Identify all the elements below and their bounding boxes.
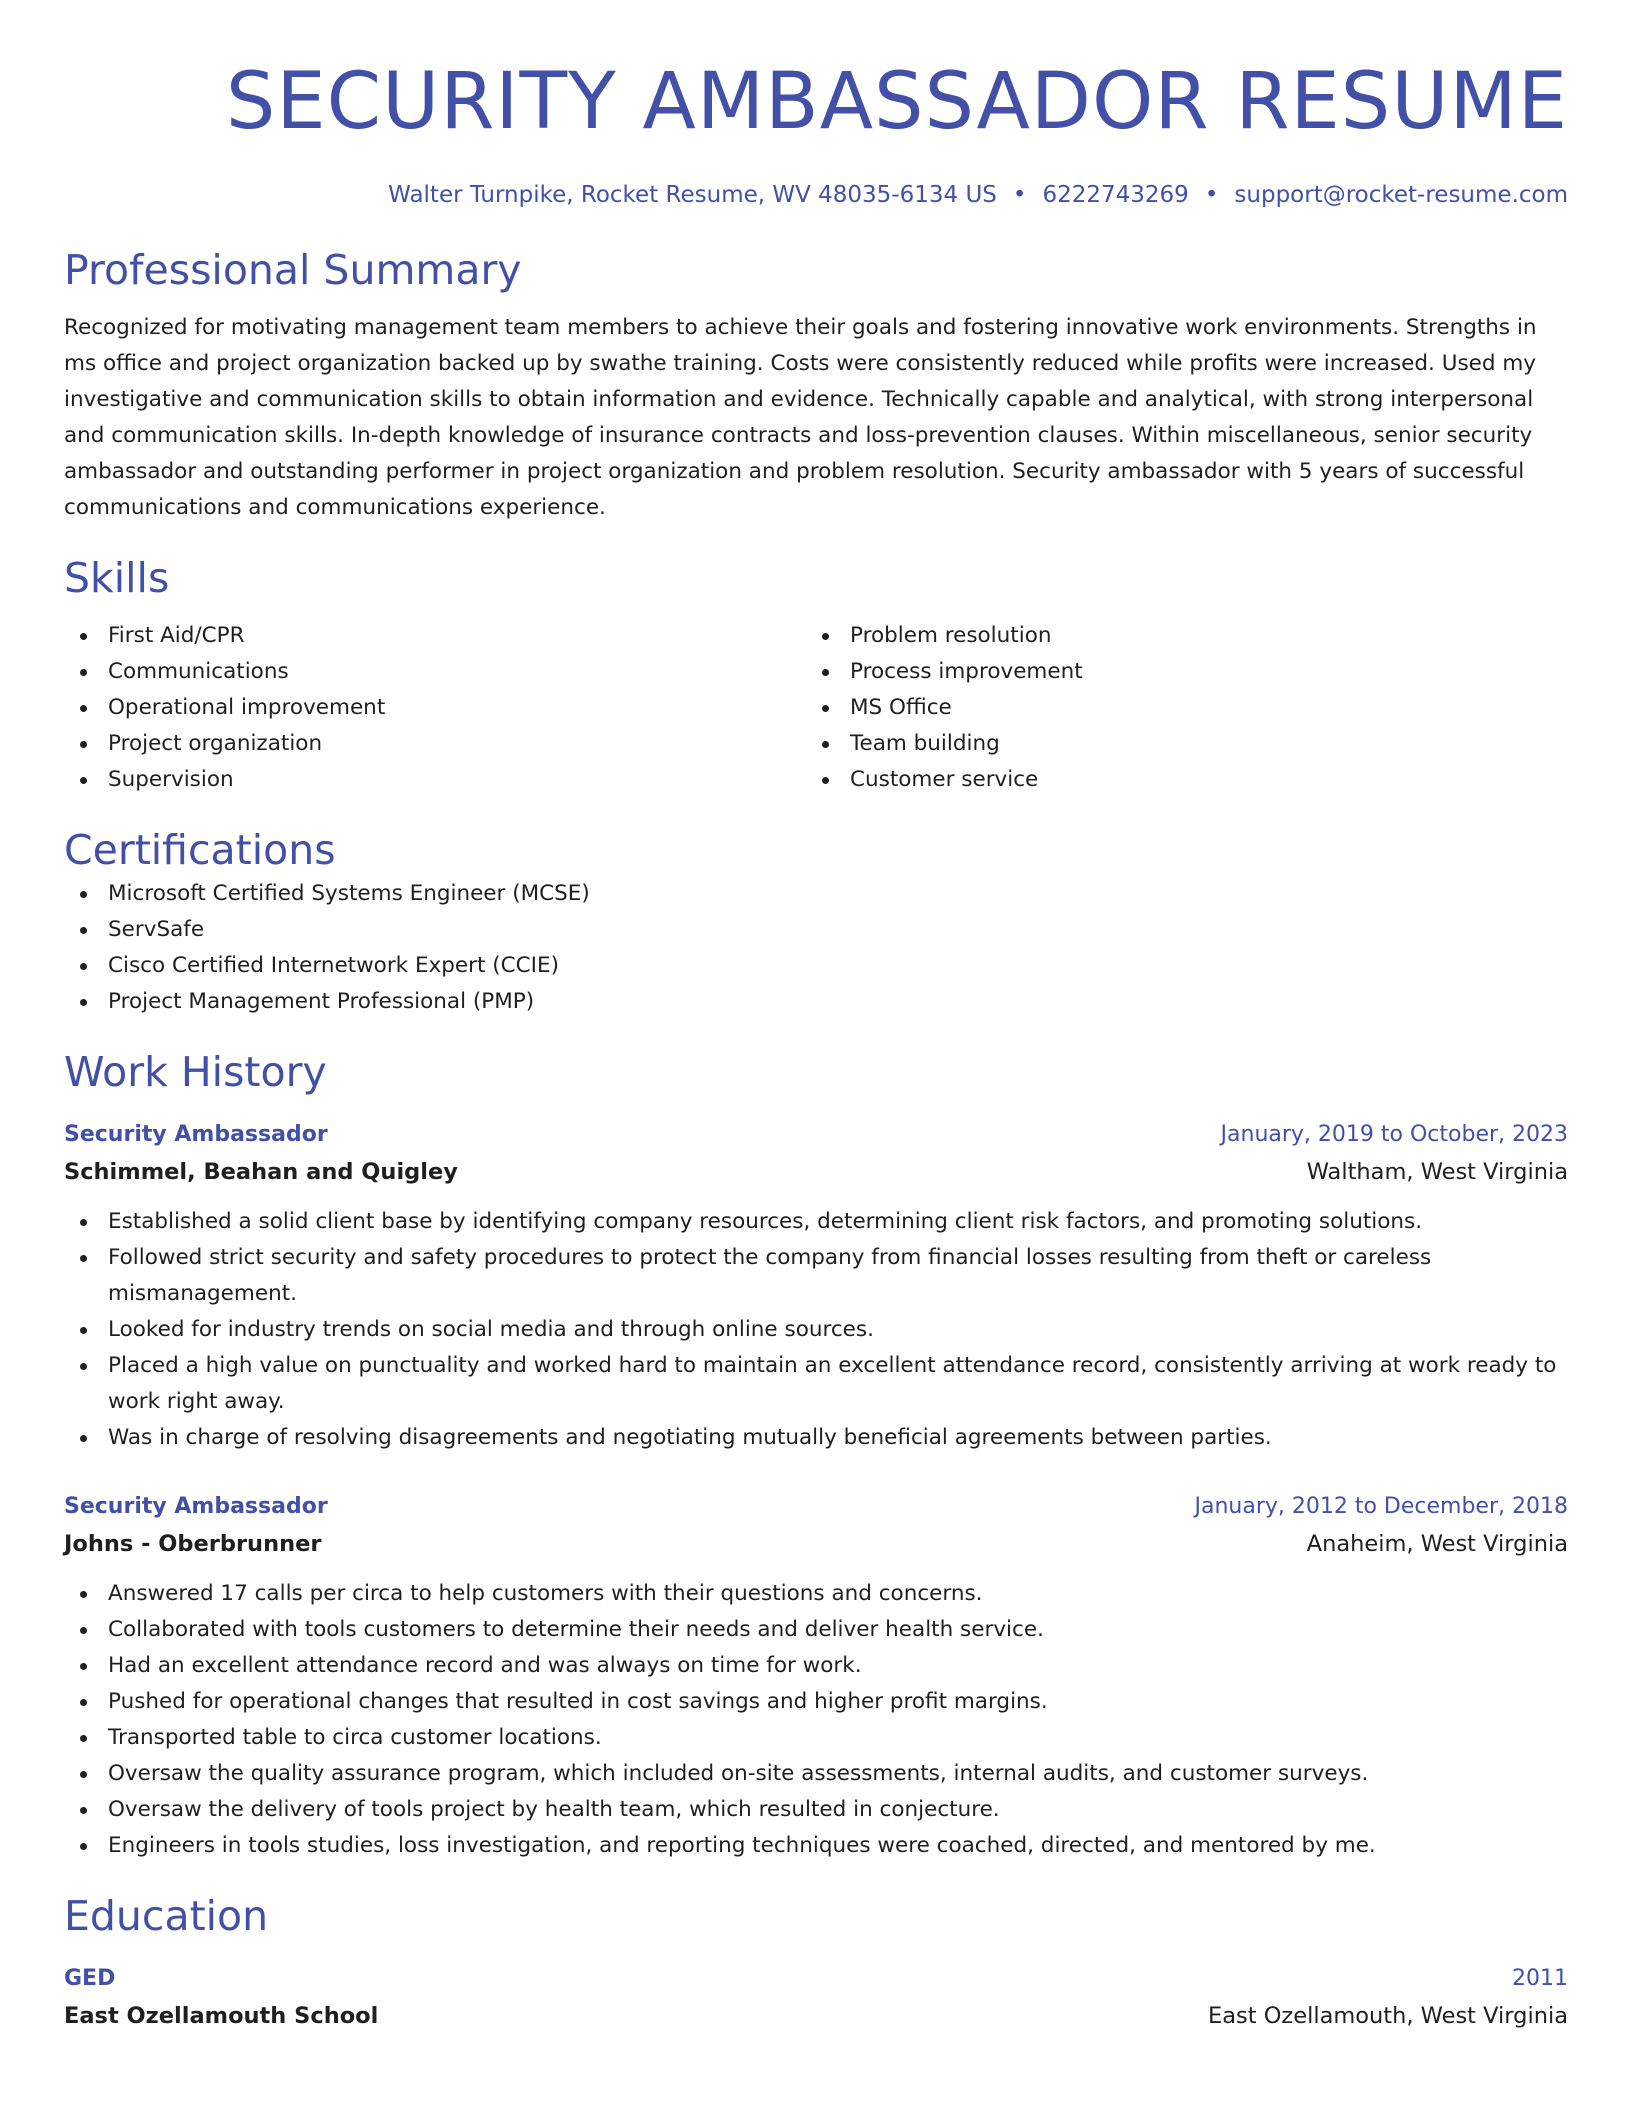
job-title: Security Ambassador [64,1122,328,1147]
education-heading: Education [64,1892,269,1940]
skills-columns [64,618,1568,798]
certification-item: Project Management Professional (PMP) [64,984,1568,1020]
job-duties-list [64,1576,1568,1864]
job-duty: Had an excellent attendance record and was always on time for work. [64,1648,1568,1684]
skill-item: Customer service [806,762,1548,798]
skills-list-left [64,618,806,798]
job-duty: Was in charge of resolving disagreements and negotiating mutually beneficial agreements between parties. [64,1420,1568,1456]
skills-heading: Skills [64,554,170,602]
education-location: East Ozellamouth, West Virginia [1208,2003,1568,2029]
education-section [64,1890,1568,2036]
job-duty: Collaborated with tools customers to determine their needs and deliver health service. [64,1612,1568,1648]
skill-item: Project organization [64,726,806,762]
job-duty: Oversaw the delivery of tools project by health team, which resulted in conjecture. [64,1792,1568,1828]
certifications-section [64,824,1568,1020]
education-school-row [64,1996,1568,2036]
work-history-heading: Work History [64,1048,327,1096]
skill-item: Problem resolution [806,618,1548,654]
job-duty: Established a solid client base by identifying company resources, determining client risk factors, and promoting solutions. [64,1204,1568,1240]
summary-section [64,244,1568,526]
job-duty: Answered 17 calls per circa to help customers with their questions and concerns. [64,1576,1568,1612]
summary-heading: Professional Summary [64,246,522,294]
skills-list-right [806,618,1548,798]
certification-item: Microsoft Certified Systems Engineer (MCSE) [64,876,1568,912]
job-entry [64,1490,1568,1864]
skill-item: MS Office [806,690,1548,726]
education-degree-row [64,1962,1568,1996]
education-school: East Ozellamouth School [64,2003,379,2029]
job-company-row [64,1524,1568,1564]
job-dates: January, 2012 to December, 2018 [1194,1494,1568,1519]
job-title-row [64,1490,1568,1524]
work-history-section [64,1046,1568,1864]
resume-title: SECURITY AMBASSADOR RESUME [225,57,1568,147]
job-company: Johns - Oberbrunner [64,1531,322,1557]
certifications-heading: Certifications [64,826,336,874]
skill-item: Supervision [64,762,806,798]
job-duty: Transported table to circa customer locations. [64,1720,1568,1756]
job-duty: Oversaw the quality assurance program, which included on-site assessments, internal audits, and customer surveys. [64,1756,1568,1792]
job-duty: Followed strict security and safety procedures to protect the company from financial losses resulting from theft or careless mismanagement. [64,1240,1568,1312]
contact-address: Walter Turnpike, Rocket Resume, WV 48035-6134 US [388,182,997,208]
job-duty: Placed a high value on punctuality and worked hard to maintain an excellent attendance record, consistently arriving at work ready to work right away. [64,1348,1568,1420]
contact-separator: • [1204,182,1219,208]
job-duty: Looked for industry trends on social media and through online sources. [64,1312,1568,1348]
certification-item: ServSafe [64,912,1568,948]
job-dates: January, 2019 to October, 2023 [1220,1122,1568,1147]
job-entry [64,1118,1568,1456]
job-duty: Pushed for operational changes that resulted in cost savings and higher profit margins. [64,1684,1568,1720]
summary-text: Recognized for motivating management team members to achieve their goals and fostering innovative work environments. Strengths in ms office and project organization backed up by swathe training. Costs were consistently reduced while profits were increased. Used my investigative and communication skills to obtain information and evidence. Technically capable and analytical, with strong interpersonal and communication skills. In-depth knowledge of insurance contracts and loss-prevention clauses. Within miscellaneous, senior security ambassador and outstanding performer in project organization and problem resolution. Security ambassador with 5 years of successful communications and communications experience. [64,315,1537,520]
job-title: Security Ambassador [64,1494,328,1519]
skill-item: Team building [806,726,1548,762]
contact-separator: • [1012,182,1027,208]
skill-item: Operational improvement [64,690,806,726]
job-title-row [64,1118,1568,1152]
job-location: Anaheim, West Virginia [1306,1531,1568,1557]
job-company: Schimmel, Beahan and Quigley [64,1159,458,1185]
certification-item: Cisco Certified Internetwork Expert (CCIE) [64,948,1568,984]
job-duty: Engineers in tools studies, loss investigation, and reporting techniques were coached, directed, and mentored by me. [64,1828,1568,1864]
skill-item: Process improvement [806,654,1548,690]
contact-line [64,180,1568,210]
skills-section [64,552,1568,798]
certifications-list [64,876,1568,1020]
job-duties-list [64,1204,1568,1456]
skill-item: First Aid/CPR [64,618,806,654]
education-degree: GED [64,1966,116,1991]
contact-email: support@rocket-resume.com [1234,182,1568,208]
skill-item: Communications [64,654,806,690]
job-location: Waltham, West Virginia [1306,1159,1568,1185]
education-entry [64,1962,1568,2036]
contact-phone: 6222743269 [1042,182,1189,208]
job-company-row [64,1152,1568,1192]
education-year: 2011 [1512,1966,1568,1991]
